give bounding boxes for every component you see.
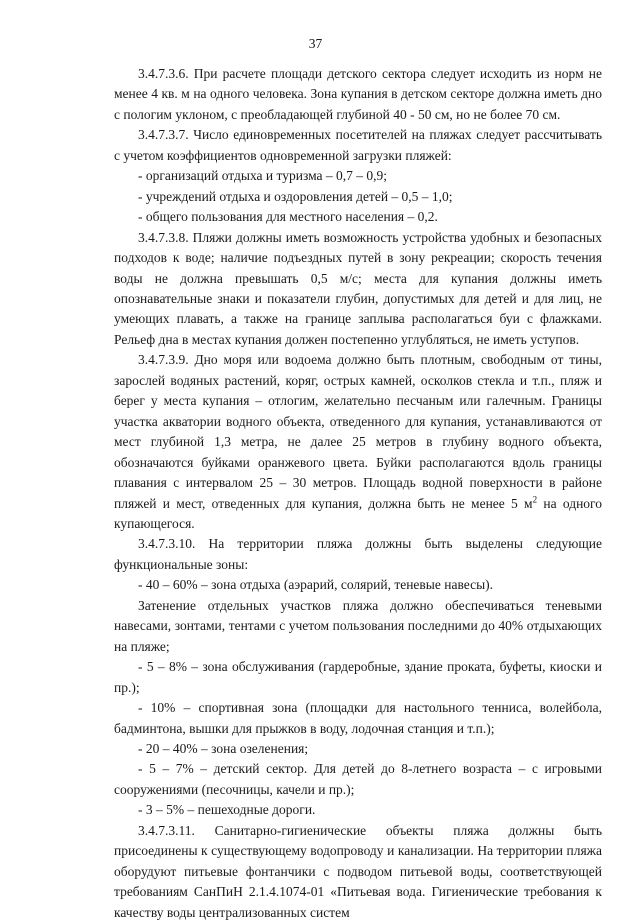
paragraph-3-4-7-3-11: 3.4.7.3.11. Санитарно-гигиенические объекты пляжа должны быть присоединены к существующему водопроводу и канализации. На территории пляжа оборудуют питьевые фонтанчики с подводом питьевой воды, соответствующей требованиям СанПиН 2.1.4.1074-01 «Питьевая вода. Гигиенические требования к качеству воды централизованных систем [114, 822, 602, 920]
list-item-greenery-zone: - 20 – 40% – зона озеленения; [138, 740, 309, 756]
paragraph-text-end: на одного купающегося. [114, 495, 603, 531]
list-item-children-sector: - 5 – 7% – детский сектор. Для детей до 8-летнего возраста – с игровыми сооружениями (песочницы, качели и пр.); [114, 761, 602, 797]
document-body [114, 64, 602, 923]
list-item-pedestrian-roads: - 3 – 5% – пешеходные дороги. [138, 802, 316, 818]
list-item-rest-zone: - 40 – 60% – зона отдыха (аэрарий, солярий, теневые навесы). [138, 577, 494, 593]
list-item-public-use: - общего пользования для местного населения – 0,2. [138, 209, 438, 225]
paragraph-3-4-7-3-10: 3.4.7.3.10. На территории пляжа должны быть выделены следующие функциональные зоны: [114, 536, 602, 572]
paragraph-3-4-7-3-9 [114, 350, 602, 534]
list-item-recreation-tourism: - организаций отдыха и туризма – 0,7 – 0,9; [138, 168, 388, 184]
paragraph-3-4-7-3-7: 3.4.7.3.7. Число единовременных посетителей на пляжах следует рассчитывать с учетом коэффициентов одновременной загрузки пляжей: [114, 127, 602, 163]
paragraph-text: 3.4.7.3.9. Дно моря или водоема должно быть плотным, свободным от тины, зарослей водяных растений, коряг, острых камней, осколков стекла и т.п., пляж и берег у места купания – отлогим, желательно песчаным или галечным. Границы участка акватории водного объекта, отведенного для купания, устанавливаются от мест глубиной 1,3 метра, не далее 25 метров в глубину водного объекта, обозначаются буйками оранжевого цвета. Буйки располагаются вдоль границы плавания с интервалом 25 – 30 метров. Площадь водной поверхности в районе пляжей и мест, отведенных для купания, должна быть не менее 5 м [114, 352, 602, 511]
list-item-sports-zone: - 10% – спортивная зона (площадки для настольного тенниса, волейбола, бадминтона, вышки для прыжков в воду, лодочная станция и т.п.); [114, 700, 602, 736]
paragraph-3-4-7-3-8: 3.4.7.3.8. Пляжи должны иметь возможность устройства удобных и безопасных подходов к воде; наличие подъездных путей в зону рекреации; скорость течения воды не должна превышать 0,5 м/с; места для купания должны иметь опознавательные знаки и показатели глубин, допустимых для детей и для лиц, не умеющих плавать, а также на границе заплыва располагаться буи с флажками. Рельеф дна в местах купания должен постепенно углубляться, не иметь уступов. [114, 229, 602, 347]
superscript-exponent: 2 [532, 494, 538, 505]
list-item-children-institutions: - учреждений отдыха и оздоровления детей – 0,5 – 1,0; [138, 188, 453, 204]
list-item-service-zone: - 5 – 8% – зона обслуживания (гардеробные, здание проката, буфеты, киоски и пр.); [114, 659, 602, 695]
paragraph-3-4-7-3-6: 3.4.7.3.6. При расчете площади детского сектора следует исходить из норм не менее 4 кв. м на одного человека. Зона купания в детском секторе должна иметь дно с пологим уклоном, с преобладающей глубиной 40 - 50 см, но не более 70 см. [114, 66, 602, 122]
page-number: 37 [308, 36, 323, 51]
paragraph-shading: Затенение отдельных участков пляжа должно обеспечиваться теневыми навесами, зонтами, тентами с учетом пользования последними до 40% отдыхающих на пляже; [114, 597, 602, 654]
